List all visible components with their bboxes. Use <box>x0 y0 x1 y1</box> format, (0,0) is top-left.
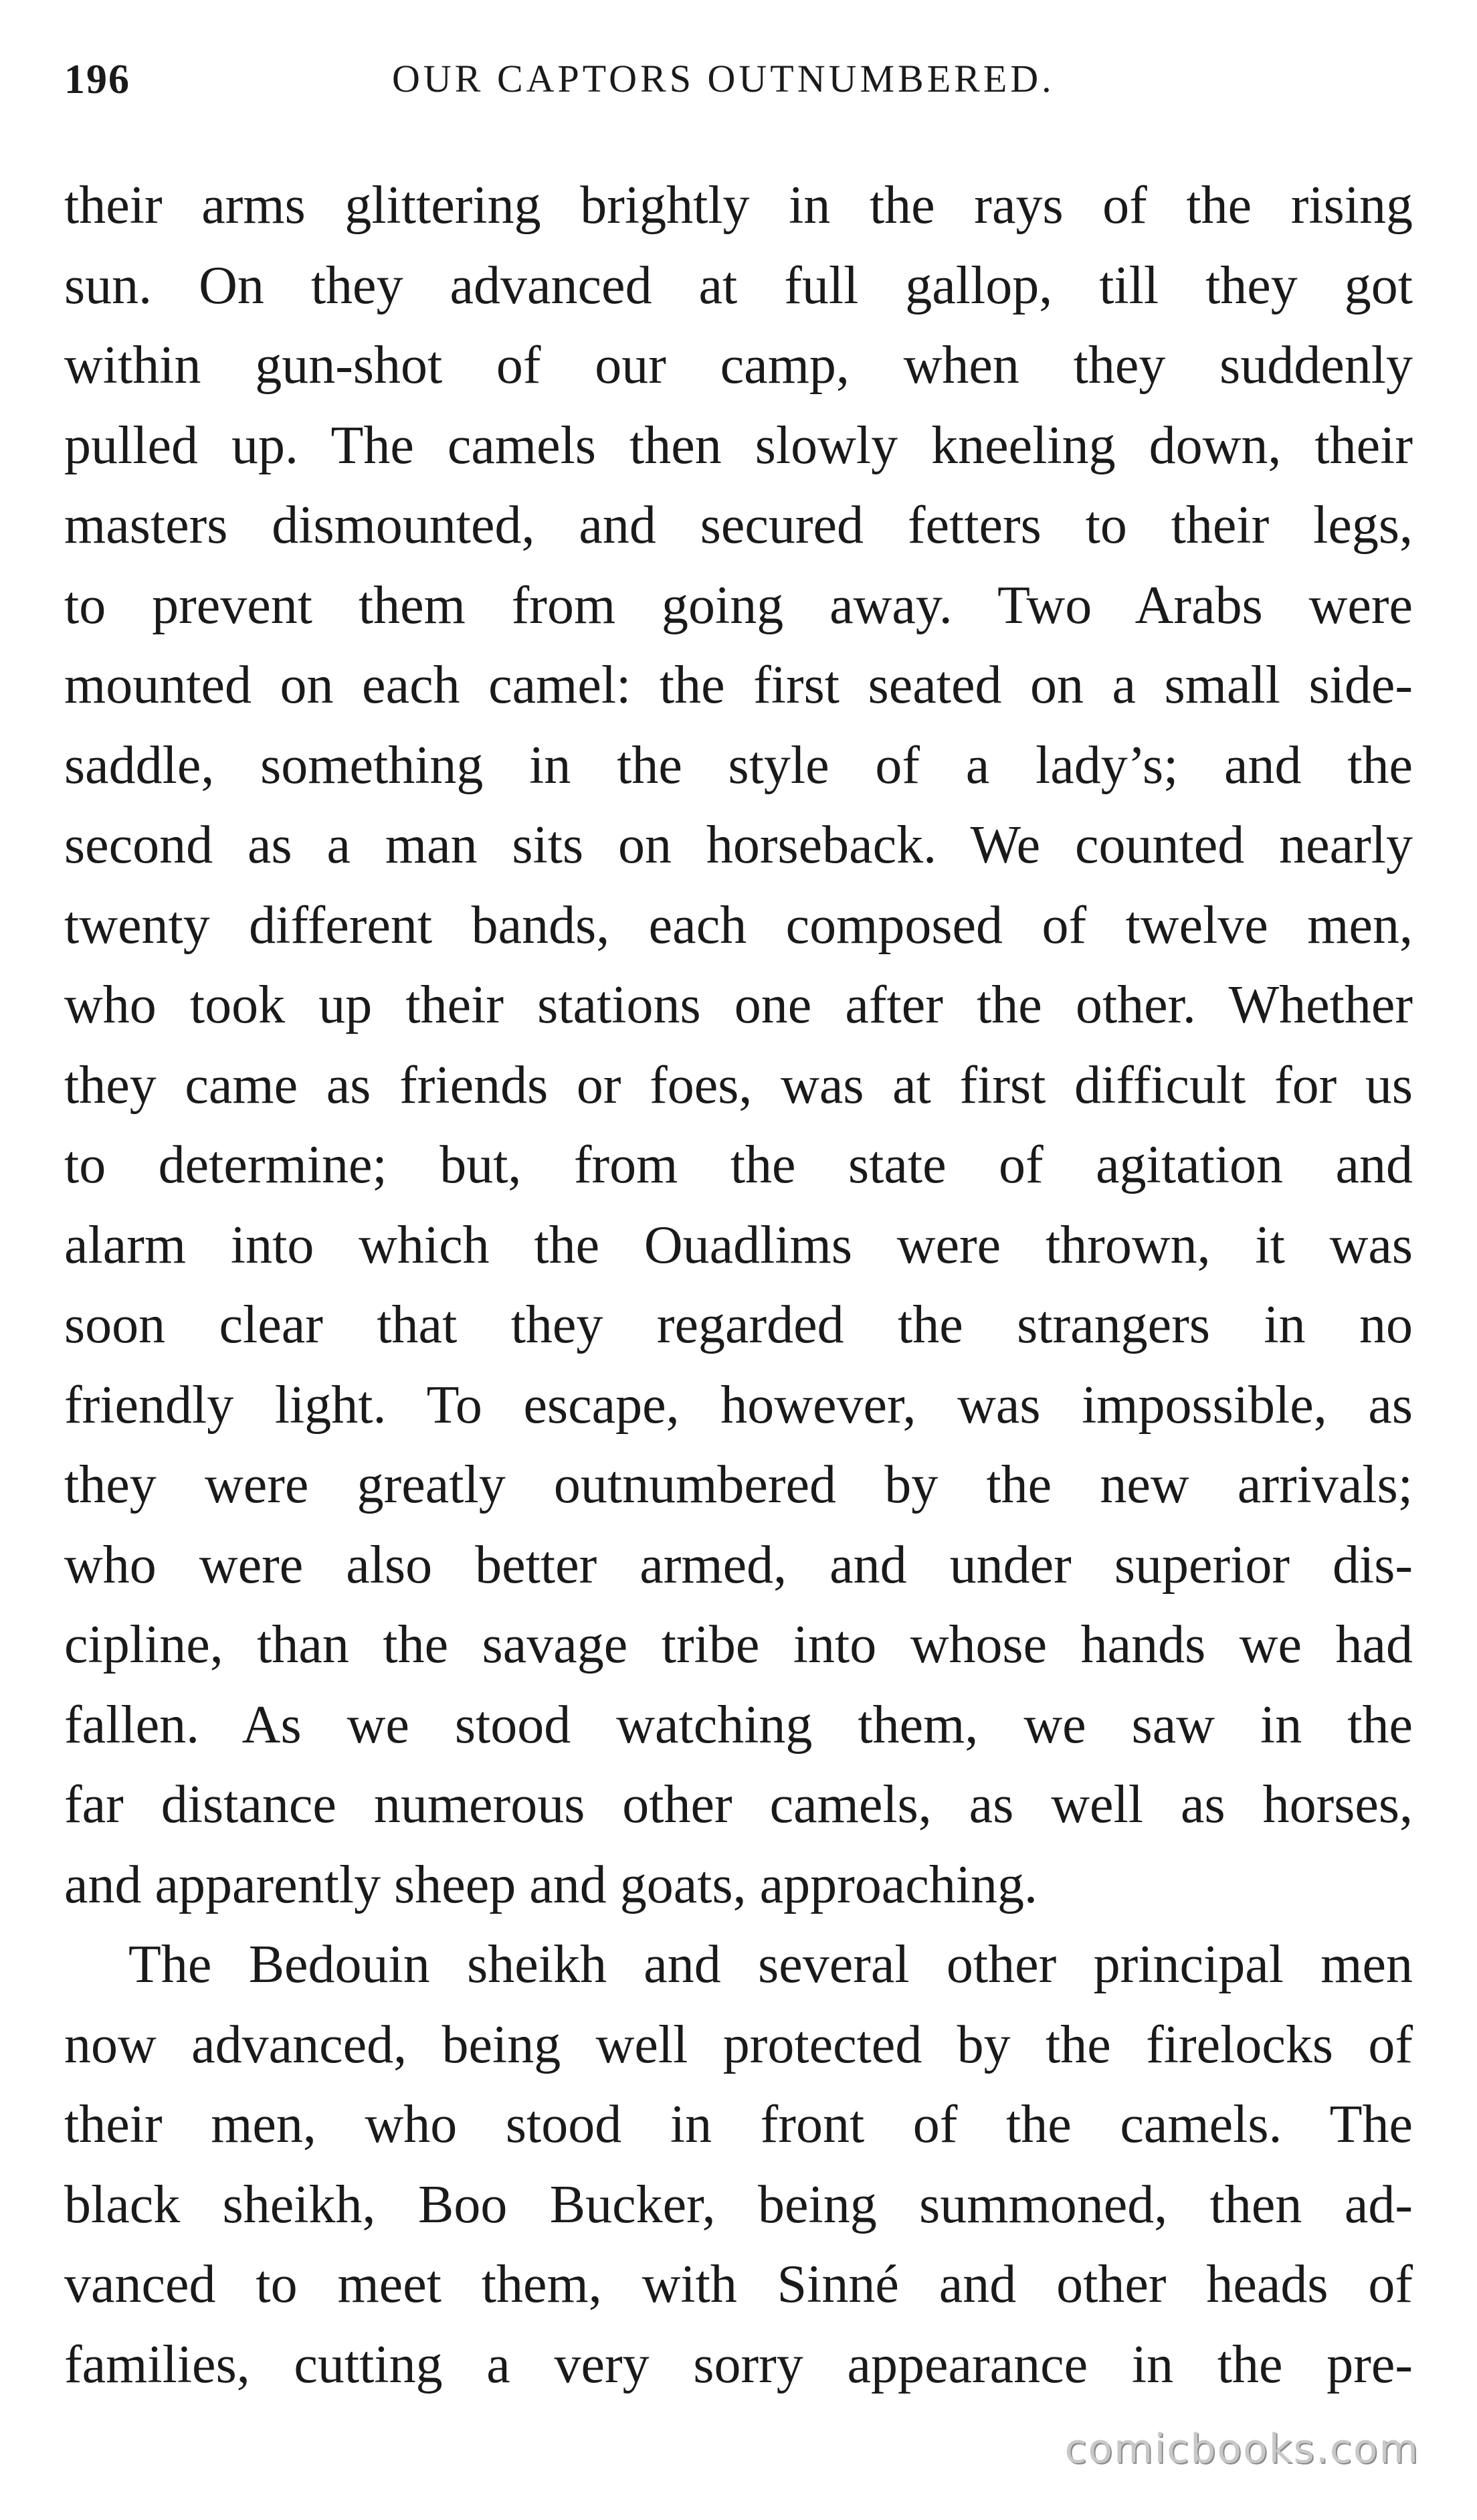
text-line: mounted on each camel: the first seated on a small side- <box>64 656 1413 715</box>
text-line: second as a man sits on horseback. We counted nearly <box>64 816 1413 875</box>
text-line: who took up their stations one after the other. Whether <box>64 976 1413 1034</box>
text-line: they came as friends or foes, was at first difficult for us <box>64 1055 1413 1115</box>
text-line: black sheikh, Boo Bucker, being summoned, then ad- <box>64 2175 1413 2234</box>
text-line: saddle, something in the style of a lady’s; and the <box>64 735 1413 795</box>
text-line: pulled up. The camels then slowly kneeling down, their <box>64 416 1413 475</box>
page-number: 196 <box>64 57 130 102</box>
paragraph <box>64 166 1413 1925</box>
running-head <box>64 56 1413 116</box>
running-title: OUR CAPTORS OUTNUMBERED. <box>392 57 1055 100</box>
text-line: soon clear that they regarded the strangers in no <box>64 1295 1413 1354</box>
watermark: comicbooks.com <box>1064 2426 1419 2472</box>
text-line: far distance numerous other camels, as well as horses, <box>64 1775 1413 1834</box>
text-line: within gun-shot of our camp, when they suddenly <box>64 336 1413 395</box>
text-line: The Bedouin sheikh and several other principal men <box>128 1935 1413 1994</box>
text-line: fallen. As we stood watching them, we saw in the <box>64 1695 1413 1754</box>
text-line: who were also better armed, and under superior dis- <box>64 1535 1413 1595</box>
body-text <box>64 166 1413 2405</box>
text-line: they were greatly outnumbered by the new arrivals; <box>64 1455 1413 1514</box>
text-line: masters dismounted, and secured fetters to their legs, <box>64 496 1413 555</box>
paragraph <box>64 1925 1413 2405</box>
text-line: to prevent them from going away. Two Arabs were <box>64 575 1413 635</box>
text-line: twenty different bands, each composed of twelve men, <box>64 895 1413 955</box>
text-line: friendly light. To escape, however, was impossible, as <box>64 1375 1413 1435</box>
text-line: their arms glittering brightly in the rays of the rising <box>64 176 1413 235</box>
text-line: vanced to meet them, with Sinné and other heads of <box>64 2255 1413 2314</box>
text-line: sun. On they advanced at full gallop, till they got <box>64 256 1413 315</box>
text-line: alarm into which the Ouadlims were thrown, it was <box>64 1215 1413 1275</box>
text-line: to determine; but, from the state of agitation and <box>64 1136 1413 1194</box>
text-line: their men, who stood in front of the camels. The <box>64 2095 1413 2154</box>
text-line: cipline, than the savage tribe into whose hands we had <box>64 1615 1413 1674</box>
text-line: families, cutting a very sorry appearance in the pre- <box>64 2335 1413 2394</box>
text-line: now advanced, being well protected by the firelocks of <box>64 2015 1413 2074</box>
text-line: and apparently sheep and goats, approaching. <box>64 1855 1038 1914</box>
